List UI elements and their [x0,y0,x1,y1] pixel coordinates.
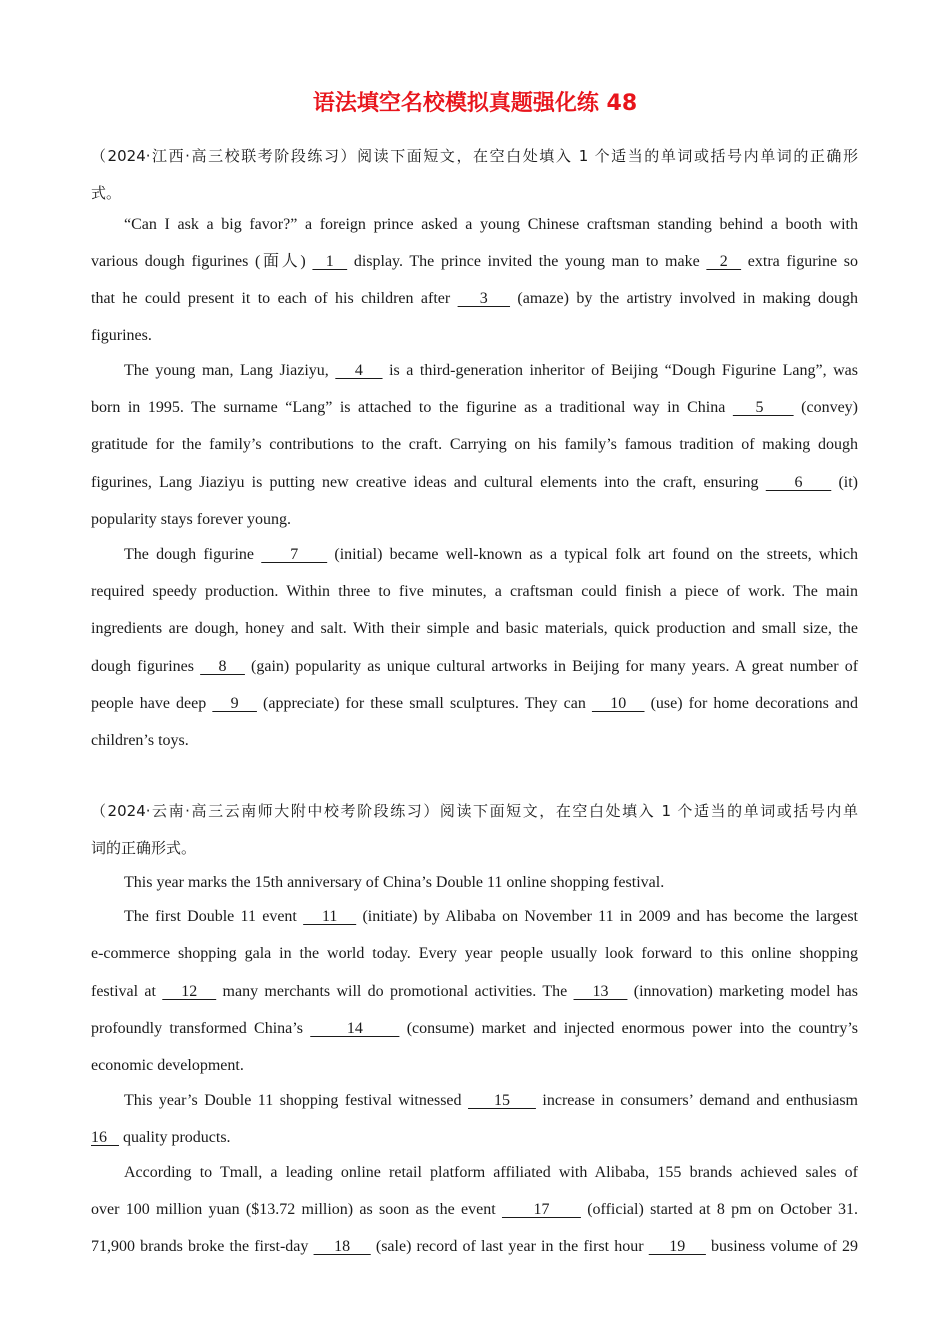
text-span: display. The prince invited the young man to make [347,253,707,270]
s2-p2-line4 [91,1019,858,1039]
s2-p3-line1 [124,1091,858,1111]
text-span: (amaze) by the artistry involved in making dough [510,290,859,307]
text-span: quality products. [119,1129,231,1146]
blank-6: 6 [765,474,832,491]
text-span: profoundly transformed China’s [91,1020,311,1037]
text-span: (initiate) by Alibaba on November 11 in 2009 and has become the largest [356,908,859,925]
text-span: many merchants will do promotional activities. The [216,983,574,1000]
text-span: The young man, Lang Jiaziyu, [124,362,336,379]
blank-12: 12 [162,983,217,1000]
blank-17: 17 [501,1201,581,1218]
text-span: (initial) became well-known as a typical folk art found on the streets, which [327,546,859,563]
text-span: various dough figurines (面人) [91,253,313,270]
blank-11: 11 [303,908,357,925]
s1-p2-line3: gratitude for the family’s contributions to the craft. Carrying on his family’s famous tradition of making dough [91,436,858,453]
s1-p1-line1: “Can I ask a big favor?” a foreign prince asked a young Chinese craftsman standing behind a booth with [124,216,858,233]
s1-p3-line6: children’s toys. [91,732,189,749]
blank-7: 7 [261,546,328,563]
text-span: that he could present it to each of his children after [91,290,458,307]
blank-3: 3 [457,290,511,307]
s1-p1-line4: figurines. [91,327,152,344]
section1-intro-line2: 式。 [91,184,122,202]
s1-p2-line2 [91,398,858,418]
text-span: (official) started at 8 pm on October 31. [580,1201,859,1218]
text-span: increase in consumers’ demand and enthusiasm [535,1092,859,1109]
s1-p3-line3: ingredients are dough, honey and salt. With their simple and basic materials, quick production and small size, the [91,620,858,637]
text-span: is a third-generation inheritor of Beijing “Dough Figurine Lang”, was [382,362,859,379]
text-span: festival at [91,983,163,1000]
text-span: figurines, Lang Jiaziyu is putting new creative ideas and cultural elements into the craft, ensuring [91,474,766,491]
s2-p3-line2 [91,1128,858,1148]
text-span: over 100 million yuan ($13.72 million) as soon as the event [91,1201,502,1218]
s1-p3-line2: required speedy production. Within three to five minutes, a craftsman could finish a piece of work. The main [91,583,858,600]
blank-10: 10 [591,695,645,712]
s1-p2-line4 [91,473,858,493]
s2-p4-line3 [91,1237,858,1257]
text-span: (use) for home decorations and [644,695,859,712]
s1-p3-line4 [91,657,858,677]
text-span: The first Double 11 event [124,908,304,925]
text-span: (consume) market and injected enormous power into the country’s [399,1020,859,1037]
text-span: (it) [831,474,859,491]
blank-9: 9 [212,695,257,712]
text-span: (appreciate) for these small sculptures. They can [256,695,592,712]
s1-p3-line1 [124,545,858,565]
blank-14: 14 [310,1020,400,1037]
blank-8: 8 [200,658,245,675]
text-span: extra figurine so [741,253,858,270]
blank-13: 13 [573,983,628,1000]
blank-19: 19 [648,1238,706,1255]
s2-p2-line5: economic development. [91,1057,244,1074]
blank-1: 1 [312,253,348,270]
blank-18: 18 [313,1238,371,1255]
section1-intro-line1: （2024·江西·高三校联考阶段练习）阅读下面短文，在空白处填入 1 个适当的单词或括号内单词的正确形 [91,147,858,165]
page-title: 语法填空名校模拟真题强化练 48 [312,91,638,116]
s2-p2-line2: e-commerce shopping gala in the world today. Every year people usually look forward to this online shopping [91,945,858,962]
section2-intro-line2: 词的正确形式。 [91,839,197,857]
blank-5: 5 [732,399,794,416]
text-span: (innovation) marketing model has [627,983,858,1000]
blank-4: 4 [335,362,383,379]
text-span: business volume of 29 [705,1238,859,1255]
text-span: dough figurines [91,658,201,675]
text-span: people have deep [91,695,213,712]
text-span: (sale) record of last year in the first hour [370,1238,649,1255]
text-span: (convey) [793,399,859,416]
text-span: born in 1995. The surname “Lang” is attached to the figurine as a traditional way in China [91,399,733,416]
text-span: (gain) popularity as unique cultural artworks in Beijing for many years. A great number of [244,658,859,675]
section2-intro-line1: （2024·云南·高三云南师大附中校考阶段练习）阅读下面短文，在空白处填入 1 个适当的单词或括号内单 [91,802,858,820]
blank-16: 16 [91,1129,119,1146]
s2-p4-line1: According to Tmall, a leading online retail platform affiliated with Alibaba, 155 brands achieved sales of [124,1164,858,1181]
s2-p2-line3 [91,982,858,1002]
s2-p1-line1: This year marks the 15th anniversary of China’s Double 11 online shopping festival. [124,874,665,891]
text-span: This year’s Double 11 shopping festival witnessed [124,1092,469,1109]
s1-p1-line2 [91,252,858,272]
blank-2: 2 [706,253,742,270]
blank-15: 15 [468,1092,536,1109]
text-span: The dough figurine [124,546,262,563]
s1-p2-line1 [124,361,858,381]
s2-p2-line1 [124,907,858,927]
s2-p4-line2 [91,1200,858,1220]
s1-p3-line5 [91,694,858,714]
text-span: 71,900 brands broke the first-day [91,1238,314,1255]
s1-p2-line5: popularity stays forever young. [91,511,291,528]
s1-p1-line3 [91,289,858,309]
